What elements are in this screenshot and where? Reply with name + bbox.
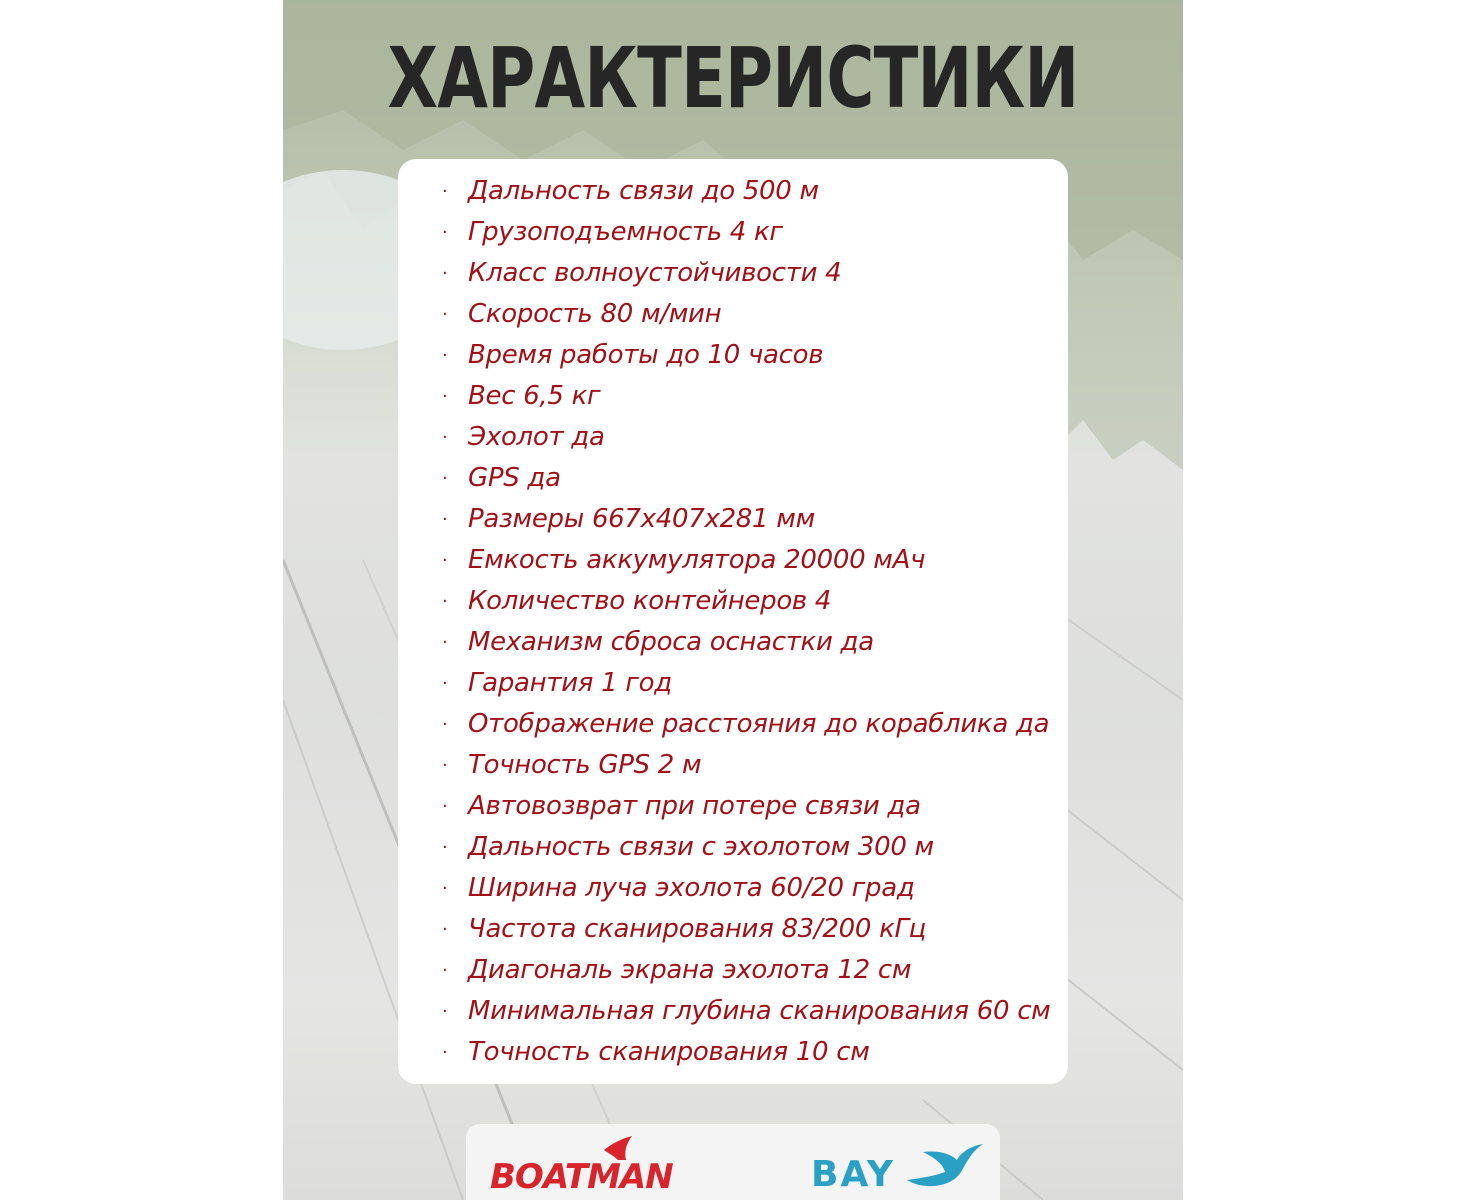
spec-item: [398, 950, 1068, 991]
spec-item: [398, 1032, 1068, 1073]
spec-text: Класс волноустойчивости 4: [468, 258, 842, 288]
bullet-icon: ·: [442, 181, 448, 202]
spec-item: [398, 745, 1068, 786]
bullet-icon: ·: [442, 591, 448, 612]
spec-text: Автовозврат при потере связи да: [468, 791, 921, 821]
bullet-icon: ·: [442, 386, 448, 407]
spec-item: [398, 991, 1068, 1032]
spec-item: [398, 212, 1068, 253]
spec-item: [398, 376, 1068, 417]
bullet-icon: ·: [442, 468, 448, 489]
spec-text: Механизм сброса оснастки да: [468, 627, 874, 657]
spec-item: [398, 622, 1068, 663]
spec-item: [398, 417, 1068, 458]
spec-text: Отображение расстояния до кораблика да: [468, 709, 1050, 739]
spec-text: Время работы до 10 часов: [468, 340, 824, 370]
page-title: ХАРАКТЕРИСТИКИ: [387, 29, 1079, 127]
spec-text: Ширина луча эхолота 60/20 град: [468, 873, 915, 903]
bullet-icon: ·: [442, 796, 448, 817]
bullet-icon: ·: [442, 263, 448, 284]
spec-item: [398, 253, 1068, 294]
bullet-icon: ·: [442, 1042, 448, 1063]
specs-card: [398, 159, 1068, 1084]
spec-item: [398, 499, 1068, 540]
spec-item: [398, 581, 1068, 622]
bullet-icon: ·: [442, 304, 448, 325]
bullet-icon: ·: [442, 878, 448, 899]
spec-text: Размеры 667х407х281 мм: [468, 504, 815, 534]
spec-text: Минимальная глубина сканирования 60 см: [468, 996, 1051, 1026]
spec-item: [398, 827, 1068, 868]
bullet-icon: ·: [442, 755, 448, 776]
bullet-icon: ·: [442, 345, 448, 366]
spec-text: Точность сканирования 10 см: [468, 1037, 870, 1067]
bullet-icon: ·: [442, 1001, 448, 1022]
spec-poster: [283, 0, 1183, 1200]
spec-item: [398, 458, 1068, 499]
spec-text: Грузоподъемность 4 кг: [468, 217, 783, 247]
spec-text: GPS да: [468, 463, 561, 493]
spec-item: [398, 909, 1068, 950]
spec-text: Количество контейнеров 4: [468, 586, 832, 616]
spec-text: Эхолот да: [468, 422, 605, 452]
spec-item: [398, 171, 1068, 212]
spec-text: Емкость аккумулятора 20000 мАч: [468, 545, 926, 575]
bullet-icon: ·: [442, 550, 448, 571]
svg-text:BAY: BAY: [811, 1154, 895, 1195]
bullet-icon: ·: [442, 222, 448, 243]
bay-logo: [811, 1132, 991, 1200]
spec-item: [398, 868, 1068, 909]
spec-text: Диагональ экрана эхолота 12 см: [468, 955, 912, 985]
svg-text:BOATMAN: BOATMAN: [490, 1157, 673, 1197]
spec-text: Частота сканирования 83/200 кГц: [468, 914, 927, 944]
spec-list: [398, 171, 1068, 1073]
spec-item: [398, 540, 1068, 581]
brand-logos: [466, 1124, 1000, 1200]
bullet-icon: ·: [442, 632, 448, 653]
spec-text: Дальность связи с эхолотом 300 м: [468, 832, 934, 862]
bullet-icon: ·: [442, 919, 448, 940]
spec-text: Дальность связи до 500 м: [468, 176, 819, 206]
bullet-icon: ·: [442, 673, 448, 694]
boatman-logo: [486, 1130, 686, 1200]
spec-item: [398, 704, 1068, 745]
bullet-icon: ·: [442, 427, 448, 448]
spec-item: [398, 335, 1068, 376]
spec-text: Вес 6,5 кг: [468, 381, 601, 411]
spec-item: [398, 663, 1068, 704]
bullet-icon: ·: [442, 837, 448, 858]
spec-item: [398, 786, 1068, 827]
spec-text: Скорость 80 м/мин: [468, 299, 722, 329]
spec-text: Точность GPS 2 м: [468, 750, 702, 780]
spec-item: [398, 294, 1068, 335]
bullet-icon: ·: [442, 960, 448, 981]
spec-text: Гарантия 1 год: [468, 668, 672, 698]
bullet-icon: ·: [442, 714, 448, 735]
bullet-icon: ·: [442, 509, 448, 530]
